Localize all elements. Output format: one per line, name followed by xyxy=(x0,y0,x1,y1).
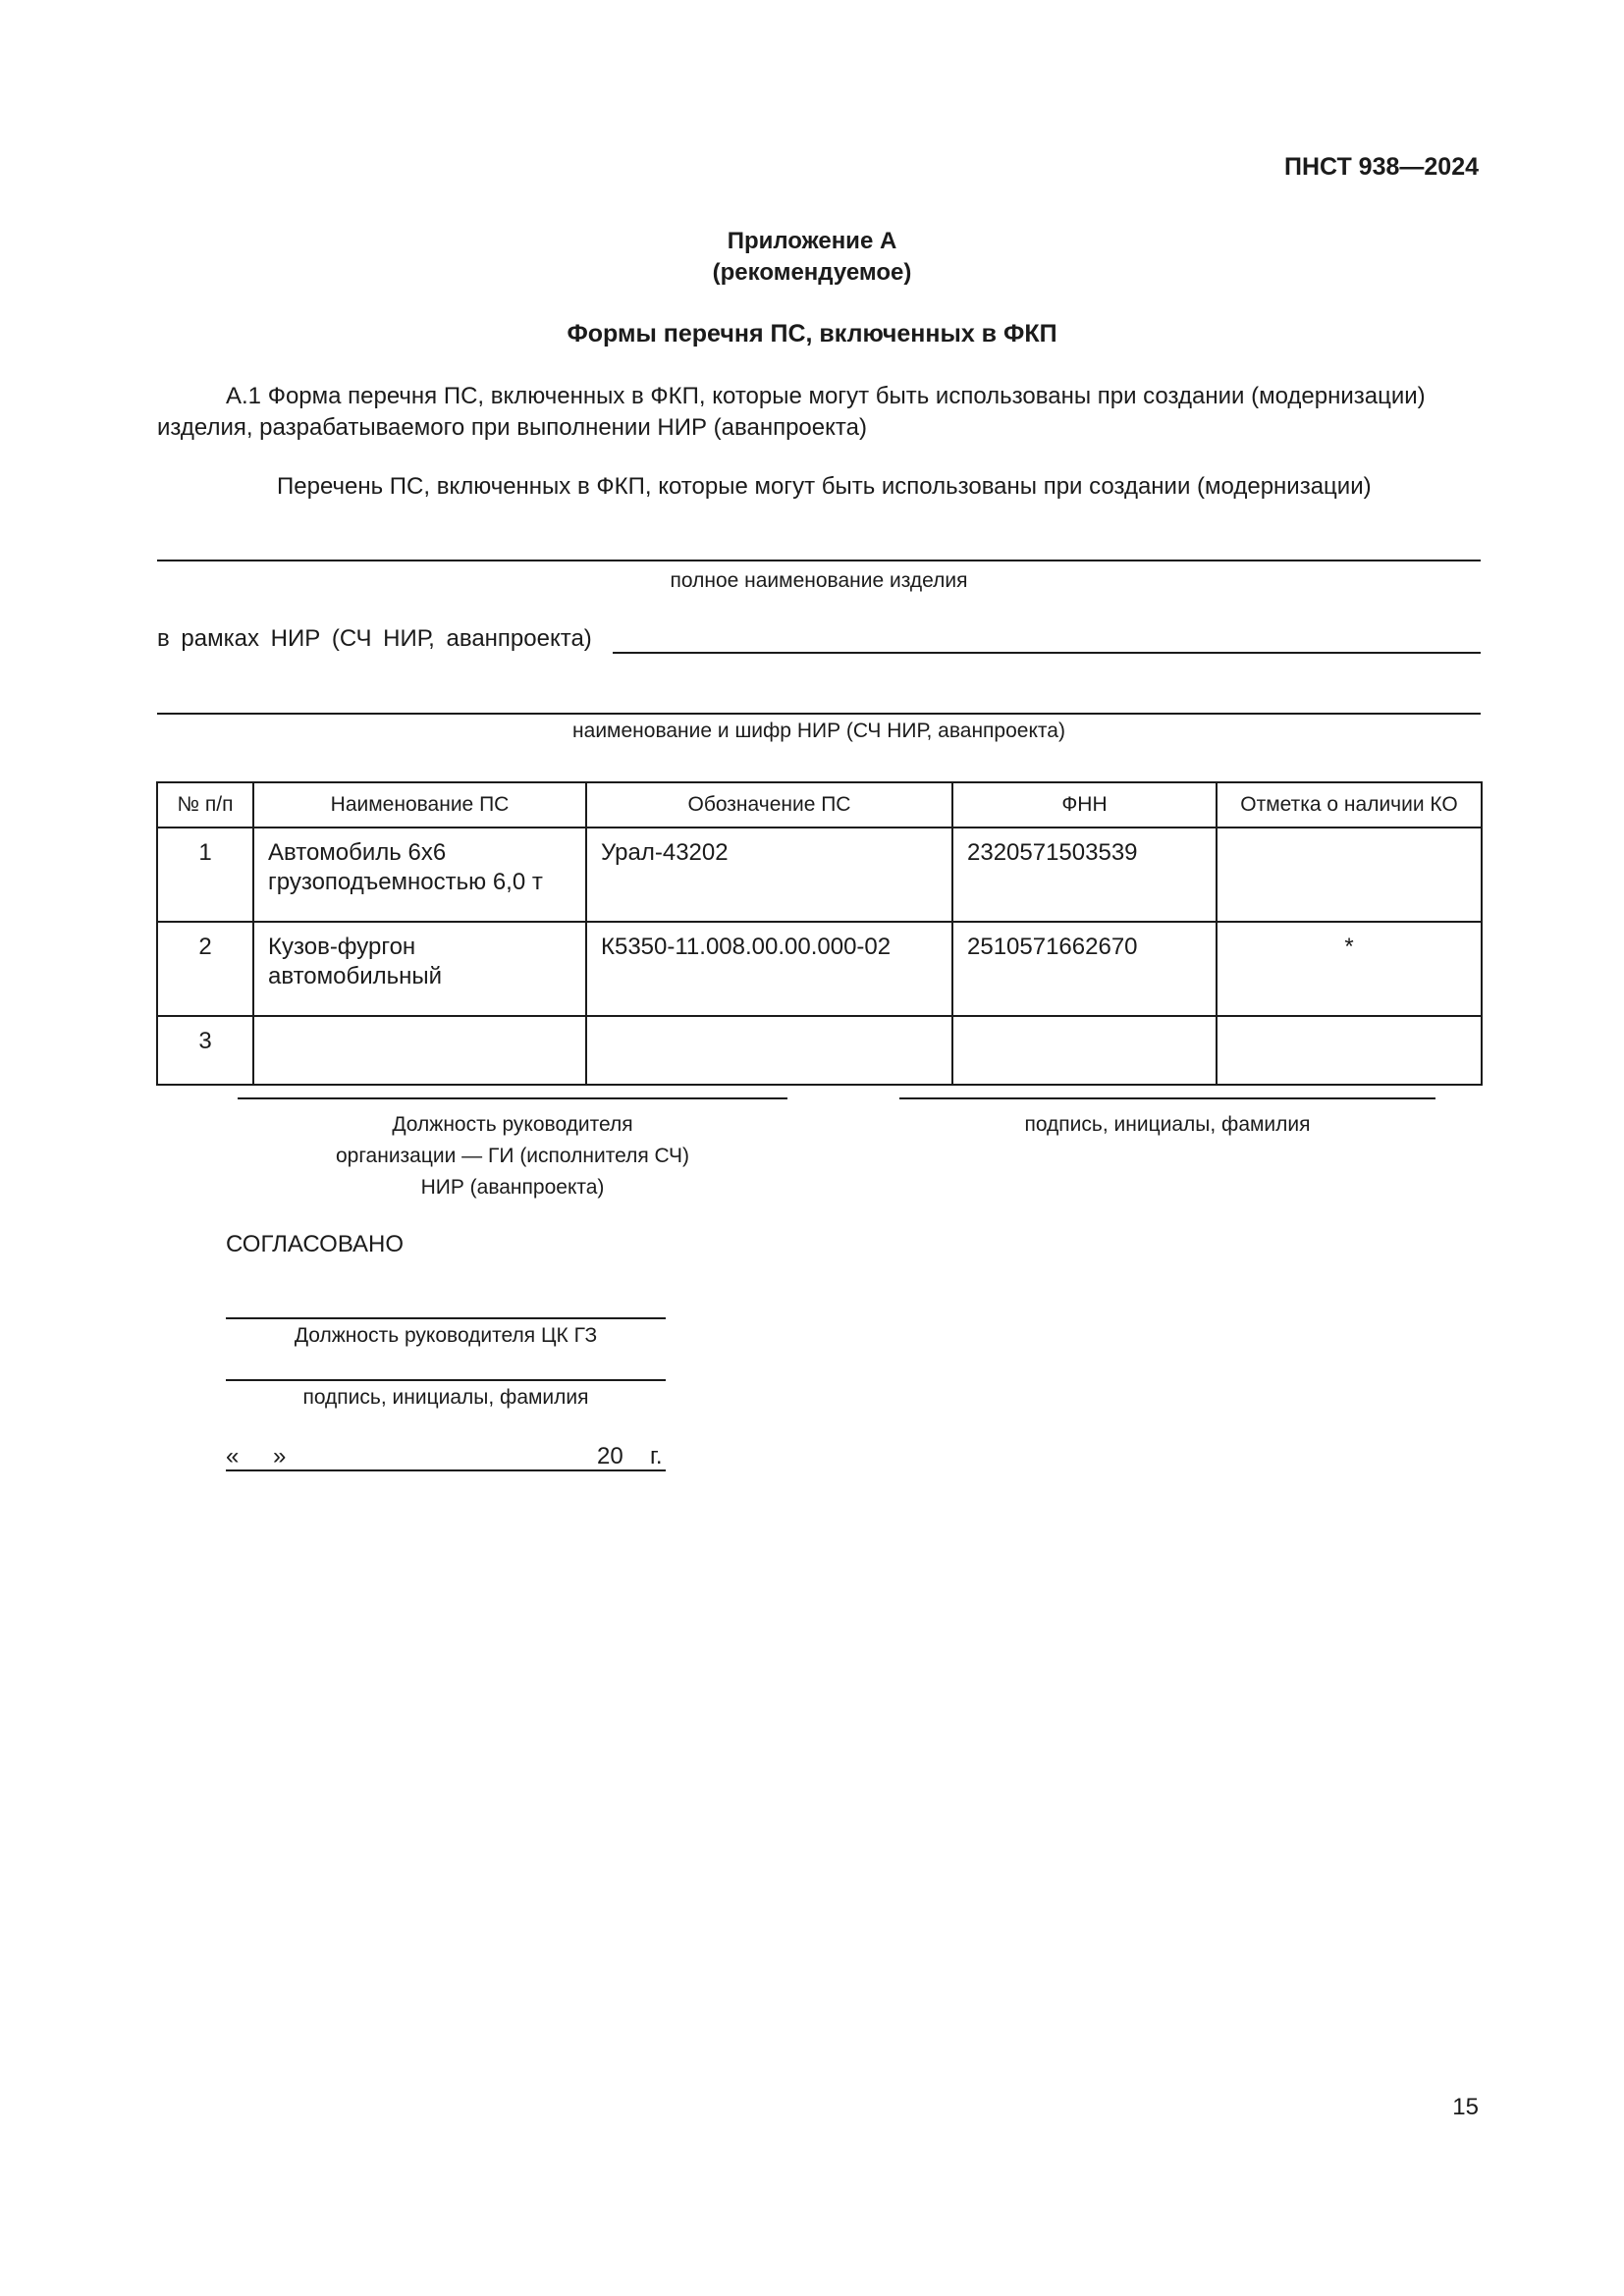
row-name-line: автомобильный xyxy=(268,963,443,989)
row-name-line: Кузов-фургон xyxy=(268,934,416,960)
framework-input-line xyxy=(613,652,1481,654)
appendix-heading: Формы перечня ПС, включенных в ФКП xyxy=(567,320,1057,347)
date-suffix: г. xyxy=(650,1443,663,1469)
framework-name-caption: наименование и шифр НИР (СЧ НИР, аванпроекта) xyxy=(572,720,1065,742)
appendix-status: (рекомендуемое) xyxy=(712,259,912,286)
table-row xyxy=(157,922,1482,1016)
list-intro: Перечень ПС, включенных в ФКП, которые могут быть использованы при создании (модернизации) xyxy=(277,473,1372,500)
approver-signature-line xyxy=(226,1379,666,1381)
position-caption-line: Должность руководителя xyxy=(392,1113,633,1136)
row-designation xyxy=(586,1016,952,1085)
appendix-title-block xyxy=(0,226,1624,289)
row-mark: * xyxy=(1217,922,1482,1016)
row-name-line: Автомобиль 6х6 xyxy=(268,839,447,866)
position-caption-line: НИР (аванпроекта) xyxy=(420,1176,605,1199)
row-mark xyxy=(1217,1016,1482,1085)
row-fnn: 2510571662670 xyxy=(952,922,1217,1016)
row-fnn: 2320571503539 xyxy=(952,828,1217,922)
row-fnn xyxy=(952,1016,1217,1085)
row-name xyxy=(253,922,586,1016)
header-designation: Обозначение ПС xyxy=(586,782,952,828)
product-name-caption: полное наименование изделия xyxy=(670,569,968,592)
date-year: 20 xyxy=(597,1443,623,1469)
date-close-quote: » xyxy=(273,1443,287,1469)
section-paragraph: А.1 Форма перечня ПС, включенных в ФКП, которые могут быть использованы при создании (модернизации) изделия, разрабатываемого при выполнении НИР (аванпроекта) xyxy=(157,383,1426,441)
header-mark: Отметка о наличии КО xyxy=(1217,782,1482,828)
agreed-label: СОГЛАСОВАНО xyxy=(226,1231,405,1257)
position-caption xyxy=(238,1109,787,1203)
table-row xyxy=(157,828,1482,922)
signature-line xyxy=(899,1097,1435,1099)
framework-name-line xyxy=(157,713,1481,715)
approver-position-line xyxy=(226,1317,666,1319)
row-name-line: грузоподъемностью 6,0 т xyxy=(268,869,543,895)
row-designation: Урал-43202 xyxy=(586,828,952,922)
row-designation: К5350-11.008.00.00.000-02 xyxy=(586,922,952,1016)
header-name: Наименование ПС xyxy=(253,782,586,828)
framework-label: в рамках НИР (СЧ НИР, аванпроекта) xyxy=(157,625,592,652)
table-header-row xyxy=(157,782,1482,828)
document-code: ПНСТ 938—2024 xyxy=(1284,153,1479,181)
header-number: № п/п xyxy=(157,782,253,828)
appendix-title: Приложение А xyxy=(727,228,897,254)
product-name-line xyxy=(157,560,1481,561)
row-name xyxy=(253,1016,586,1085)
position-signature-line xyxy=(238,1097,787,1099)
approval-date-line xyxy=(226,1469,666,1471)
row-number: 2 xyxy=(157,922,253,1016)
date-open-quote: « xyxy=(226,1443,240,1469)
page-number: 15 xyxy=(1452,2094,1479,2120)
approver-signature-caption: подпись, инициалы, фамилия xyxy=(302,1386,589,1409)
row-number: 3 xyxy=(157,1016,253,1085)
header-fnn: ФНН xyxy=(952,782,1217,828)
position-caption-line: организации — ГИ (исполнителя СЧ) xyxy=(335,1145,689,1167)
row-mark xyxy=(1217,828,1482,922)
signature-caption: подпись, инициалы, фамилия xyxy=(1024,1113,1311,1136)
approver-position-caption: Должность руководителя ЦК ГЗ xyxy=(294,1324,598,1347)
row-name xyxy=(253,828,586,922)
row-number: 1 xyxy=(157,828,253,922)
product-list-table xyxy=(156,781,1483,1086)
table-row xyxy=(157,1016,1482,1085)
